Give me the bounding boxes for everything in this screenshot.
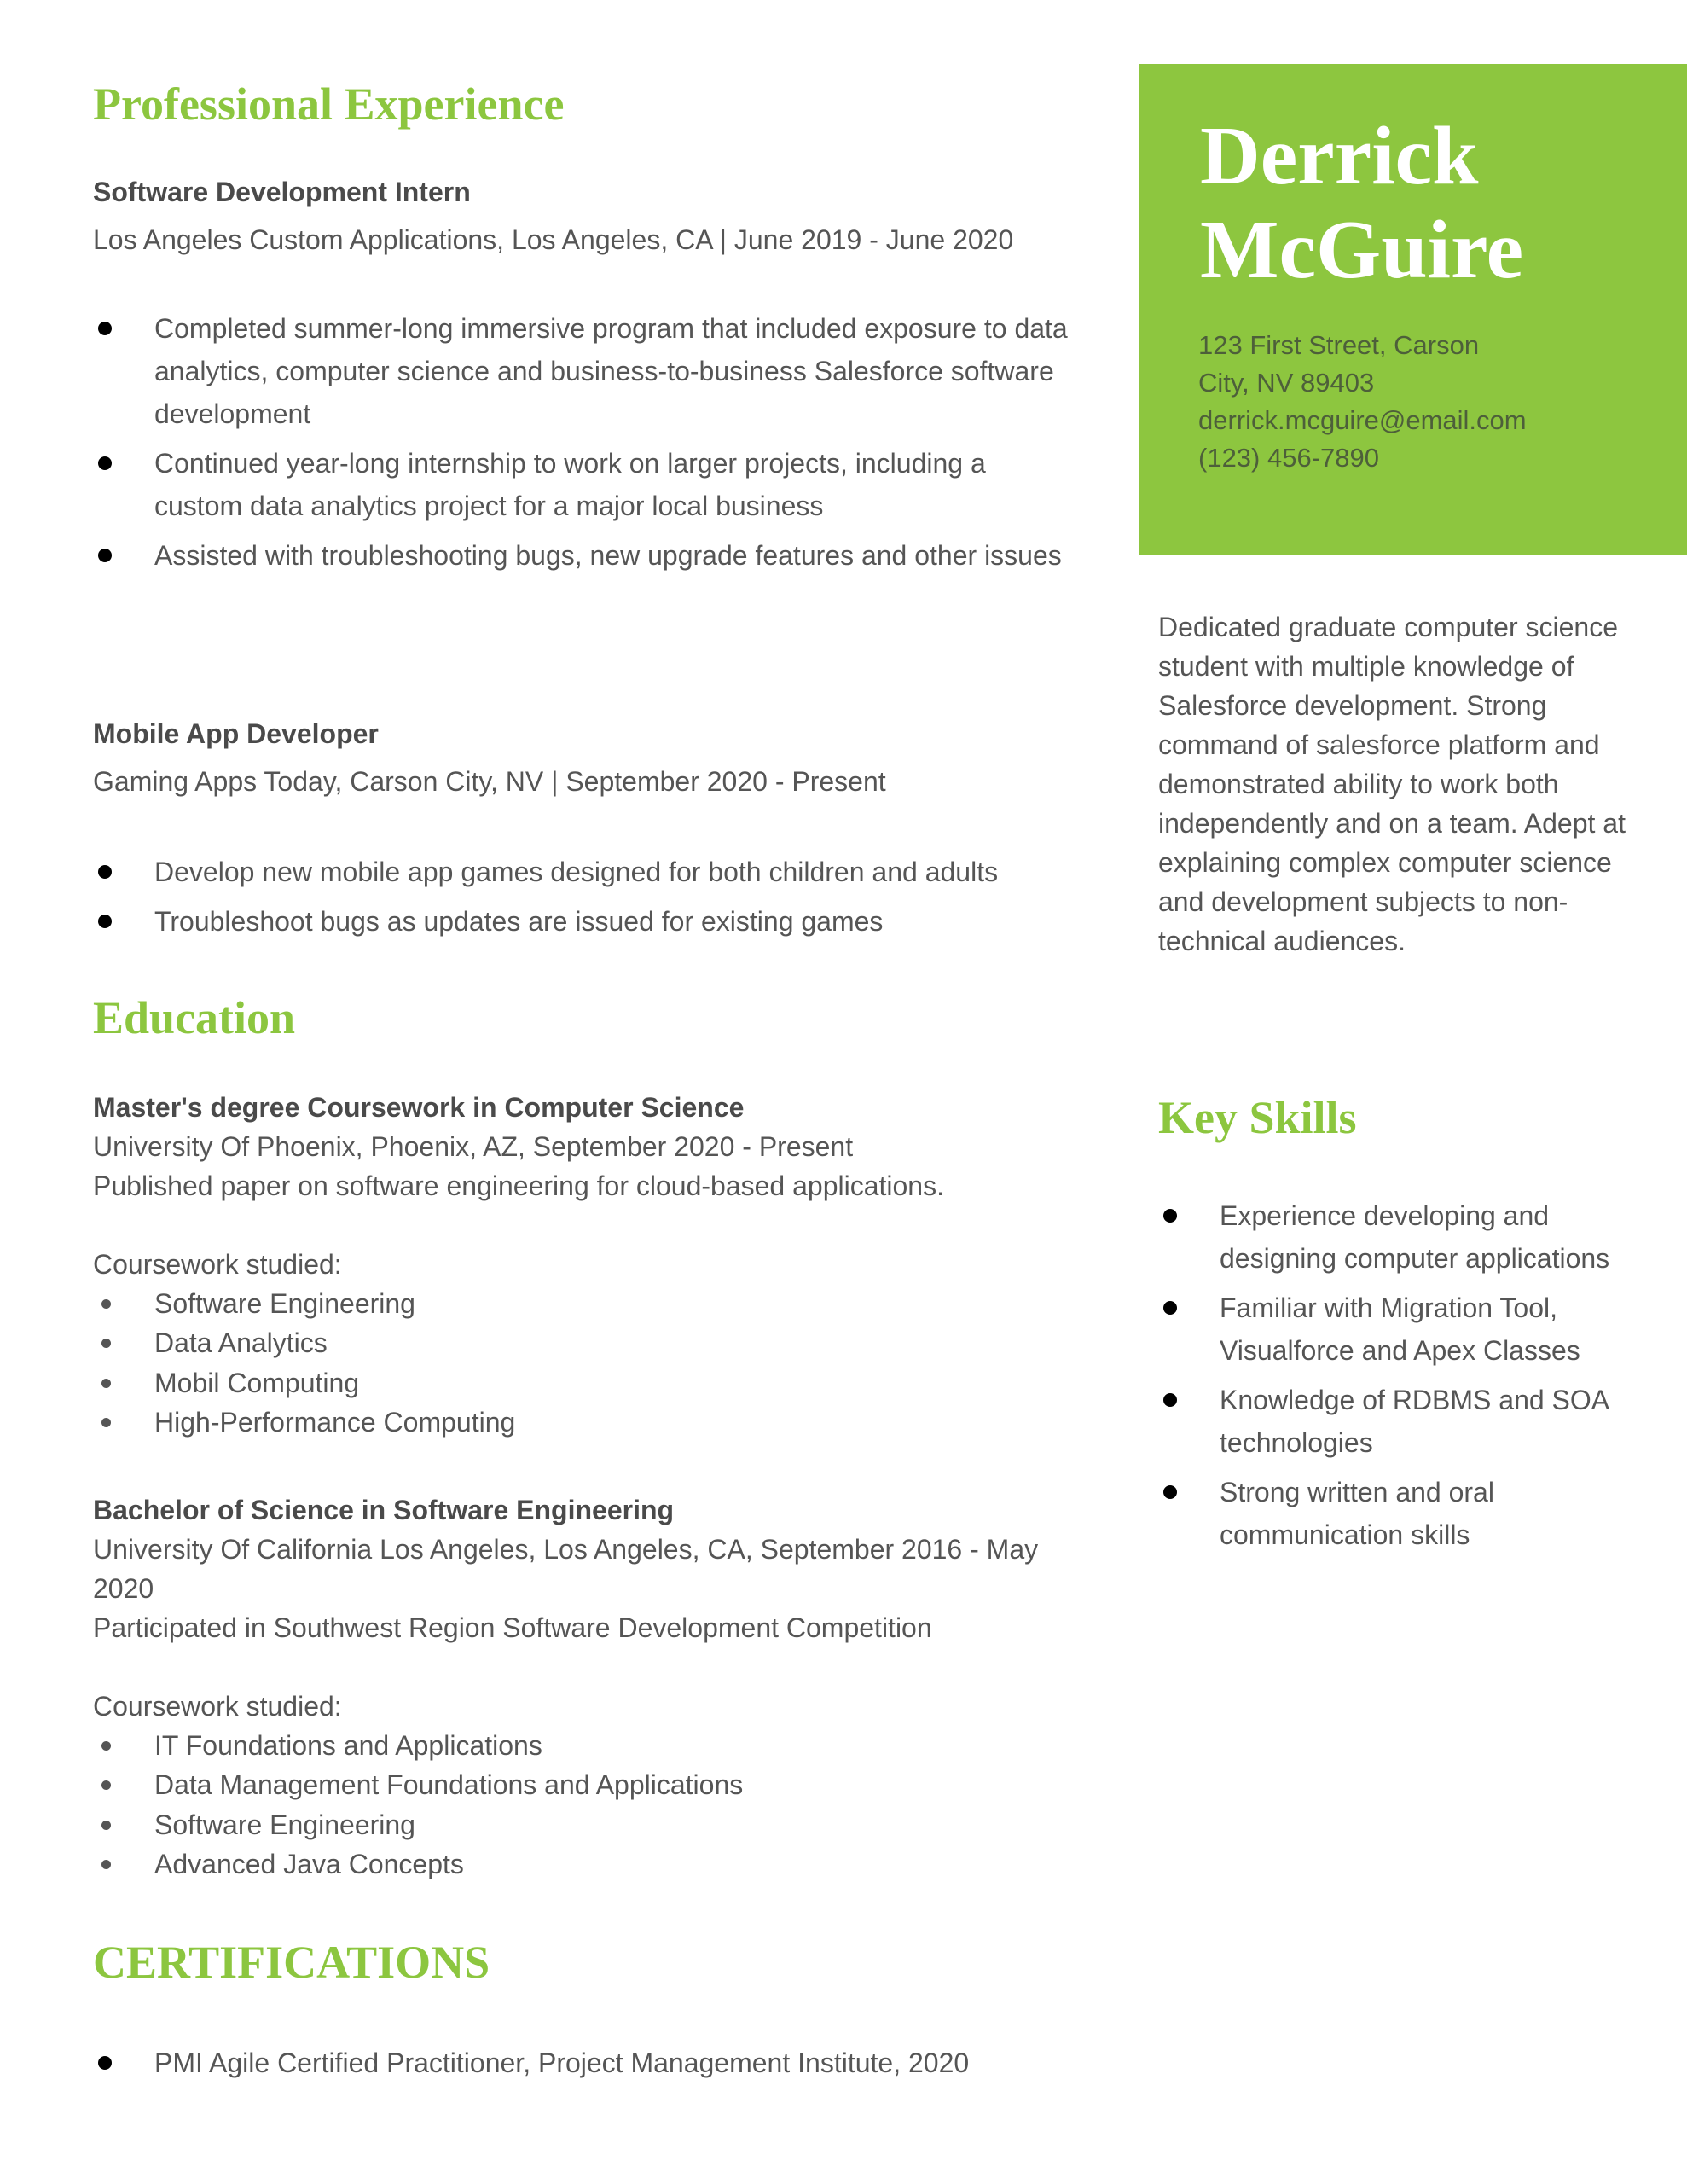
skill-item bbox=[1158, 1379, 1636, 1464]
job-bullet bbox=[93, 307, 1074, 435]
job-1 bbox=[93, 172, 1074, 584]
job-bullets bbox=[93, 851, 1074, 943]
course-item bbox=[93, 1323, 1074, 1362]
bullet-icon bbox=[98, 456, 112, 470]
address-line-1: 123 First Street, Carson bbox=[1198, 330, 1480, 360]
bullet-icon bbox=[101, 1780, 111, 1790]
last-name: McGuire bbox=[1200, 204, 1524, 296]
degree-note: Published paper on software engineering for cloud-based applications. bbox=[93, 1170, 944, 1201]
list-item-text: Continued year-long internship to work on larger projects, including a custom data analytics project for a major local business bbox=[154, 448, 986, 521]
job-bullet bbox=[93, 534, 1074, 577]
certifications-list bbox=[93, 2042, 1116, 2091]
first-name: Derrick bbox=[1200, 110, 1479, 202]
list-item-text: High-Performance Computing bbox=[154, 1406, 516, 1438]
bullet-icon bbox=[101, 1821, 111, 1830]
summary: Dedicated graduate computer science student with multiple knowledge of Salesforce development. Strong command of salesforce platform and demonstrated ability to work both independently and on a team. Adept at explaining complex computer science and development subjects to non-technical audiences. bbox=[1158, 612, 1626, 956]
degree-title: Bachelor of Science in Software Engineering bbox=[93, 1495, 675, 1525]
job-title: Software Development Intern bbox=[93, 177, 471, 207]
job-title: Mobile App Developer bbox=[93, 718, 379, 749]
candidate-name bbox=[1200, 109, 1523, 297]
bullet-icon bbox=[1163, 1393, 1177, 1407]
bullet-icon bbox=[101, 1860, 111, 1869]
degree-2 bbox=[93, 1490, 1048, 1884]
certifications-heading: CERTIFICATIONS bbox=[93, 1937, 490, 1988]
degree-1 bbox=[93, 1088, 1074, 1442]
bullet-icon bbox=[98, 915, 112, 928]
list-item-text: Troubleshoot bugs as updates are issued for existing games bbox=[154, 906, 884, 937]
list-item-text: Completed summer-long immersive program that included exposure to data analytics, computer science and business-to-business Salesforce software development bbox=[154, 313, 1068, 429]
course-list bbox=[93, 1726, 1048, 1884]
list-item-text: IT Foundations and Applications bbox=[154, 1730, 542, 1761]
skill-item bbox=[1158, 1194, 1636, 1280]
list-item-text: Software Engineering bbox=[154, 1809, 415, 1840]
list-item-text: Mobil Computing bbox=[154, 1367, 360, 1398]
course-item bbox=[93, 1726, 1048, 1765]
coursework-label: Coursework studied: bbox=[93, 1249, 342, 1280]
list-item-text: Knowledge of RDBMS and SOA technologies bbox=[1220, 1385, 1609, 1458]
list-item-text: Software Engineering bbox=[154, 1288, 415, 1319]
contact-info bbox=[1198, 327, 1642, 477]
list-item-text: Data Management Foundations and Applications bbox=[154, 1769, 744, 1801]
job-bullet bbox=[93, 442, 1074, 527]
list-item-text: Develop new mobile app games designed for both children and adults bbox=[154, 857, 999, 887]
bullet-icon bbox=[1163, 1301, 1177, 1315]
job-bullet bbox=[93, 851, 1074, 893]
list-item-text: Experience developing and designing computer applications bbox=[1220, 1200, 1610, 1274]
bullet-icon bbox=[101, 1299, 111, 1309]
list-item-text: Advanced Java Concepts bbox=[154, 1848, 464, 1879]
bullet-icon bbox=[98, 865, 112, 879]
job-2 bbox=[93, 714, 1074, 950]
experience-heading: Professional Experience bbox=[93, 78, 565, 130]
list-item-text: Familiar with Migration Tool, Visualforce and Apex Classes bbox=[1220, 1292, 1580, 1366]
list-item-text: Data Analytics bbox=[154, 1327, 328, 1359]
email: derrick.mcguire@email.com bbox=[1198, 405, 1527, 435]
bullet-icon bbox=[1163, 1485, 1177, 1499]
bullet-icon bbox=[98, 322, 112, 335]
course-item bbox=[93, 1284, 1074, 1323]
bullet-icon bbox=[101, 1741, 111, 1751]
list-item-text: Assisted with troubleshooting bugs, new upgrade features and other issues bbox=[154, 540, 1062, 571]
bullet-icon bbox=[101, 1379, 111, 1388]
certification-item bbox=[93, 2042, 1116, 2084]
bullet-icon bbox=[98, 549, 112, 562]
coursework-label: Coursework studied: bbox=[93, 1691, 342, 1722]
job-bullets bbox=[93, 307, 1074, 577]
skill-item bbox=[1158, 1287, 1636, 1372]
course-item bbox=[93, 1844, 1048, 1884]
bullet-icon bbox=[98, 2056, 112, 2070]
list-item-text: PMI Agile Certified Practitioner, Project Management Institute, 2020 bbox=[154, 2048, 970, 2078]
bullet-icon bbox=[1163, 1209, 1177, 1223]
list-item-text: Strong written and oral communication skills bbox=[1220, 1477, 1494, 1550]
skills-heading: Key Skills bbox=[1158, 1092, 1357, 1143]
school: University Of Phoenix, Phoenix, AZ, September 2020 - Present bbox=[93, 1131, 854, 1162]
job-meta: Gaming Apps Today, Carson City, NV | September 2020 - Present bbox=[93, 766, 886, 797]
phone: (123) 456-7890 bbox=[1198, 443, 1379, 473]
job-meta: Los Angeles Custom Applications, Los Angeles, CA | June 2019 - June 2020 bbox=[93, 224, 1014, 255]
skills-list bbox=[1158, 1194, 1636, 1563]
course-item bbox=[93, 1363, 1074, 1403]
education-heading: Education bbox=[93, 992, 296, 1043]
degree-title: Master's degree Coursework in Computer Science bbox=[93, 1092, 745, 1123]
skill-item bbox=[1158, 1471, 1636, 1556]
course-item bbox=[93, 1403, 1074, 1442]
course-list bbox=[93, 1284, 1074, 1442]
course-item bbox=[93, 1765, 1048, 1804]
address-line-2: City, NV 89403 bbox=[1198, 368, 1375, 398]
degree-note: Participated in Southwest Region Software Development Competition bbox=[93, 1612, 932, 1643]
course-item bbox=[93, 1805, 1048, 1844]
school: University Of California Los Angeles, Los Angeles, CA, September 2016 - May 2020 bbox=[93, 1534, 1039, 1604]
job-bullet bbox=[93, 900, 1074, 943]
bullet-icon bbox=[101, 1418, 111, 1427]
bullet-icon bbox=[101, 1339, 111, 1348]
